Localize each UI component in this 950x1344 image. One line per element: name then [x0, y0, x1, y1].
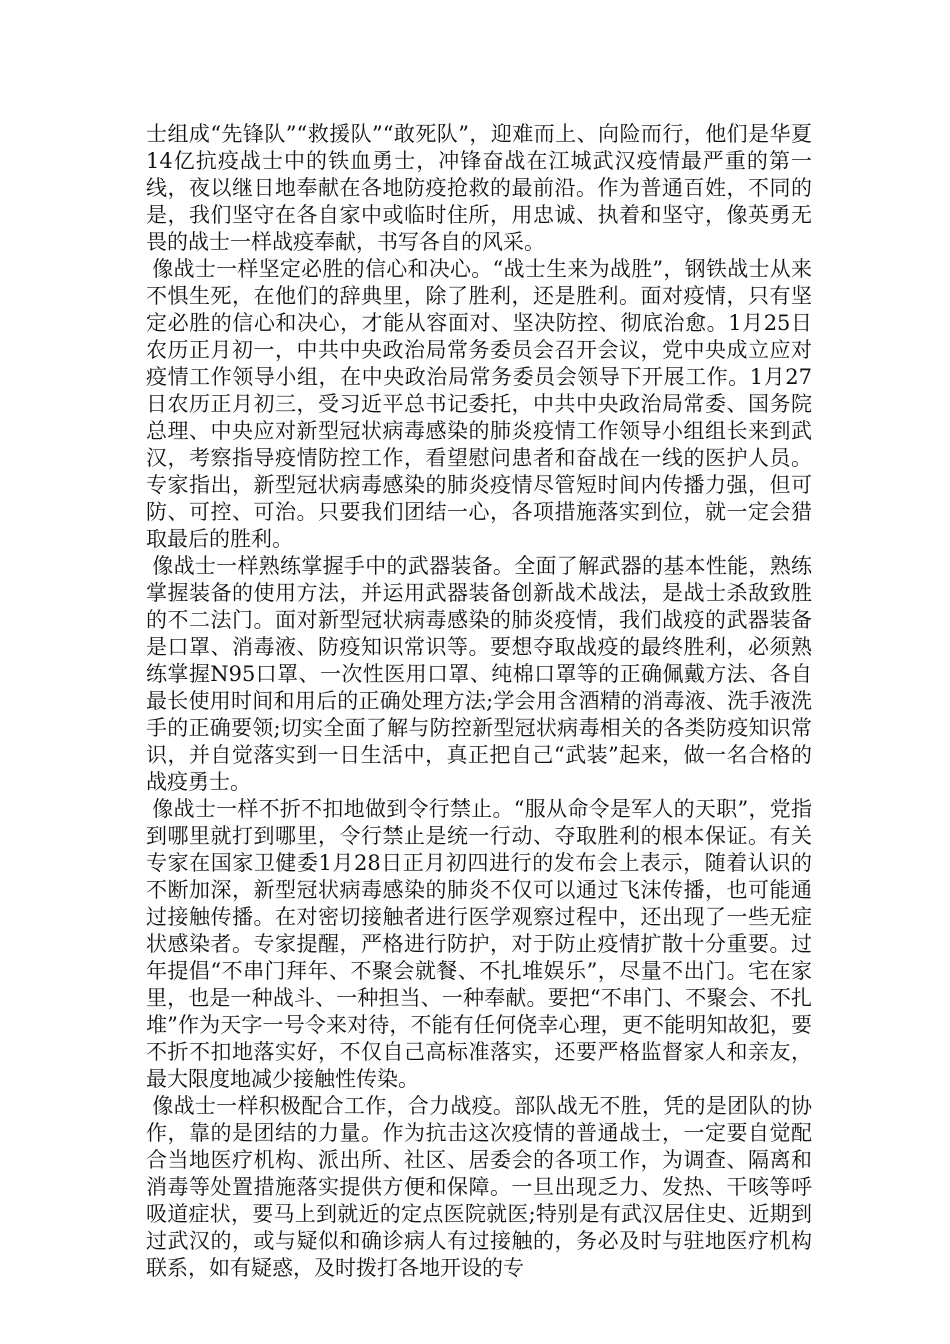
document-page — [146, 121, 812, 1282]
paragraph-1: 士组成“先锋队”“救援队”“敢死队”，迎难而上、向险而行，他们是华夏14亿抗疫战士中的铁血勇士，冲锋奋战在江城武汉疫情最严重的第一线，夜以继日地奉献在各地防疫抢救的最前沿。作为普通百姓，不同的是，我们坚守在各自家中或临时住所，用忠诚、执着和坚守，像英勇无畏的战士一样战疫奉献，书写各自的风采。 — [146, 122, 812, 254]
paragraph-5: 像战士一样积极配合工作，合力战疫。部队战无不胜，凭的是团队的协作，靠的是团结的力量。作为抗击这次疫情的普通战士，一定要自觉配合当地医疗机构、派出所、社区、居委会的各项工作，为调查、隔离和消毒等处置措施落实提供方便和保障。一旦出现乏力、发热、干咳等呼吸道症状，要马上到就近的定点医院就医;特别是有武汉居住史、近期到过武汉的，或与疑似和确诊病人有过接触的，务必及时与驻地医疗机构联系，如有疑惑，及时拨打各地开设的专 — [146, 1094, 812, 1280]
paragraph-3: 像战士一样熟练掌握手中的武器装备。全面了解武器的基本性能，熟练掌握装备的使用方法，并运用武器装备创新战术战法，是战士杀敌致胜的不二法门。面对新型冠状病毒感染的肺炎疫情，我们战疫的武器装备是口罩、消毒液、防疫知识常识等。要想夺取战疫的最终胜利，必须熟练掌握N95口罩、一次性医用口罩、纯棉口罩等的正确佩戴方法、各自最长使用时间和用后的正确处理方法;学会用含酒精的消毒液、洗手液洗手的正确要领;切实全面了解与防控新型冠状病毒相关的各类防疫知识常识，并自觉落实到一日生活中，真正把自己“武装”起来，做一名合格的战疫勇士。 — [146, 554, 812, 794]
paragraph-2: 像战士一样坚定必胜的信心和决心。“战士生来为战胜”，钢铁战士从来不惧生死，在他们的辞典里，除了胜利，还是胜利。面对疫情，只有坚定必胜的信心和决心，才能从容面对、坚决防控、彻底治愈。1月25日农历正月初一，中共中央政治局常务委员会召开会议，党中央成立应对疫情工作领导小组，在中央政治局常务委员会领导下开展工作。1月27日农历正月初三，受习近平总书记委托，中共中央政治局常委、国务院总理、中央应对新型冠状病毒感染的肺炎疫情工作领导小组组长来到武汉，考察指导疫情防控工作，看望慰问患者和奋战在一线的医护人员。专家指出，新型冠状病毒感染的肺炎疫情尽管短时间内传播力强，但可防、可控、可治。只要我们团结一心，各项措施落实到位，就一定会猎取最后的胜利。 — [146, 257, 812, 551]
paragraph-4: 像战士一样不折不扣地做到令行禁止。“服从命令是军人的天职”，党指到哪里就打到哪里，令行禁止是统一行动、夺取胜利的根本保证。有关专家在国家卫健委1月28日正月初四进行的发布会上表示，随着认识的不断加深，新型冠状病毒感染的肺炎不仅可以通过飞沫传播，也可能通过接触传播。在对密切接触者进行医学观察过程中，还出现了一些无症状感染者。专家提醒，严格进行防护，对于防止疫情扩散十分重要。过年提倡“不串门拜年、不聚会就餐、不扎堆娱乐”，尽量不出门。宅在家里，也是一种战斗、一种担当、一种奉献。要把“不串门、不聚会、不扎堆”作为天字一号令来对待，不能有任何侥幸心理，更不能明知故犯，要不折不扣地落实好，不仅自己高标准落实，还要严格监督家人和亲友，最大限度地减少接触性传染。 — [146, 797, 812, 1091]
